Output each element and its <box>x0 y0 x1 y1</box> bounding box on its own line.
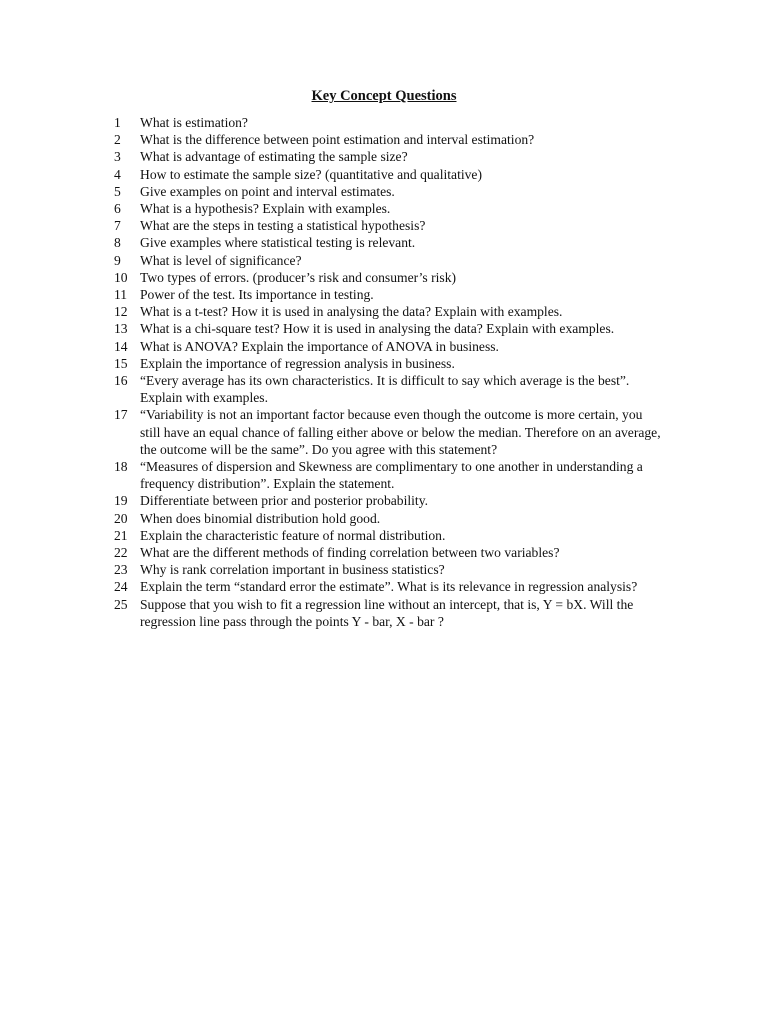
question-item <box>114 303 666 320</box>
question-number: 1 <box>114 115 121 130</box>
question-text: What is advantage of estimating the sample size? <box>140 149 408 165</box>
question-number: 9 <box>114 252 121 268</box>
question-number: 5 <box>114 183 121 199</box>
question-number: 3 <box>114 149 121 165</box>
question-number: 10 <box>114 269 128 285</box>
question-number: 21 <box>114 527 128 543</box>
page-title: Key Concept Questions <box>311 88 457 104</box>
question-text: Give examples where statistical testing is relevant. <box>140 235 416 251</box>
question-number: 11 <box>114 287 128 303</box>
question-text: When does binomial distribution hold good. <box>140 510 381 526</box>
question-item <box>114 234 666 251</box>
question-item <box>114 114 666 131</box>
question-item <box>114 527 666 544</box>
question-item <box>114 166 666 183</box>
question-item <box>114 544 666 561</box>
question-item <box>114 596 666 630</box>
question-item <box>114 372 666 406</box>
question-text: What is ANOVA? Explain the importance of ANOVA in business. <box>140 338 499 354</box>
question-item <box>114 561 666 578</box>
question-item <box>114 320 666 337</box>
question-text: What is a t-test? How it is used in analysing the data? Explain with examples. <box>140 304 563 320</box>
question-number: 13 <box>114 321 128 337</box>
question-text: Explain the term “standard error the estimate”. What is its relevance in regression analysis? <box>140 579 638 595</box>
question-number: 23 <box>114 562 128 578</box>
question-number: 24 <box>114 579 128 595</box>
question-item <box>114 269 666 286</box>
question-text: What is level of significance? <box>140 252 302 268</box>
question-number: 25 <box>114 596 128 612</box>
question-text: Two types of errors. (producer’s risk and consumer’s risk) <box>140 269 457 285</box>
question-text: What is a chi-square test? How it is used in analysing the data? Explain with examples. <box>140 321 615 337</box>
question-number: 14 <box>114 338 128 354</box>
question-text: Suppose that you wish to fit a regression line without an intercept, that is, Y = bX. Will the regression line pass through the points Y - bar, X - bar ? <box>140 596 634 629</box>
question-text: Differentiate between prior and posterior probability. <box>140 493 429 509</box>
question-item <box>114 355 666 372</box>
question-text: What are the steps in testing a statistical hypothesis? <box>140 218 426 234</box>
question-text: “Variability is not an important factor because even though the outcome is more certain, you still have an equal chance of falling either above or below the median. Therefore on an average, the outcome will be the same”. Do you agree with this statement? <box>140 407 661 457</box>
question-number: 15 <box>114 355 128 371</box>
question-item <box>114 510 666 527</box>
question-text: Explain the characteristic feature of normal distribution. <box>140 527 446 543</box>
question-number: 18 <box>114 459 128 475</box>
question-text: What is estimation? <box>140 115 248 130</box>
question-number: 22 <box>114 545 128 561</box>
question-item <box>114 406 666 458</box>
question-number: 6 <box>114 201 121 217</box>
question-number: 7 <box>114 218 121 234</box>
question-item <box>114 286 666 303</box>
question-text: Power of the test. Its importance in testing. <box>140 287 374 303</box>
question-item <box>114 338 666 355</box>
question-text: Give examples on point and interval estimates. <box>140 183 395 199</box>
question-number: 12 <box>114 304 128 320</box>
question-number: 17 <box>114 407 128 423</box>
question-item <box>114 217 666 234</box>
question-text: What is a hypothesis? Explain with examples. <box>140 201 391 217</box>
question-item <box>114 183 666 200</box>
question-item <box>114 252 666 269</box>
question-item <box>114 148 666 165</box>
question-item <box>114 200 666 217</box>
question-number: 16 <box>114 373 128 389</box>
question-text: How to estimate the sample size? (quantitative and qualitative) <box>140 166 482 182</box>
question-item <box>114 458 666 492</box>
question-item <box>114 492 666 509</box>
question-item <box>114 131 666 148</box>
question-number: 19 <box>114 493 128 509</box>
question-text: Explain the importance of regression analysis in business. <box>140 355 455 371</box>
question-list <box>114 114 666 630</box>
question-text: What are the different methods of finding correlation between two variables? <box>140 545 560 561</box>
question-number: 4 <box>114 166 121 182</box>
question-number: 2 <box>114 132 121 148</box>
question-item <box>114 578 666 595</box>
question-text: “Every average has its own characteristics. It is difficult to say which average is the best”. Explain with examples. <box>140 373 630 406</box>
question-number: 8 <box>114 235 121 251</box>
question-text: “Measures of dispersion and Skewness are complimentary to one another in understanding a frequency distribution”. Explain the statement. <box>140 459 643 492</box>
question-text: Why is rank correlation important in business statistics? <box>140 562 445 578</box>
question-text: What is the difference between point estimation and interval estimation? <box>140 132 535 148</box>
question-number: 20 <box>114 510 128 526</box>
